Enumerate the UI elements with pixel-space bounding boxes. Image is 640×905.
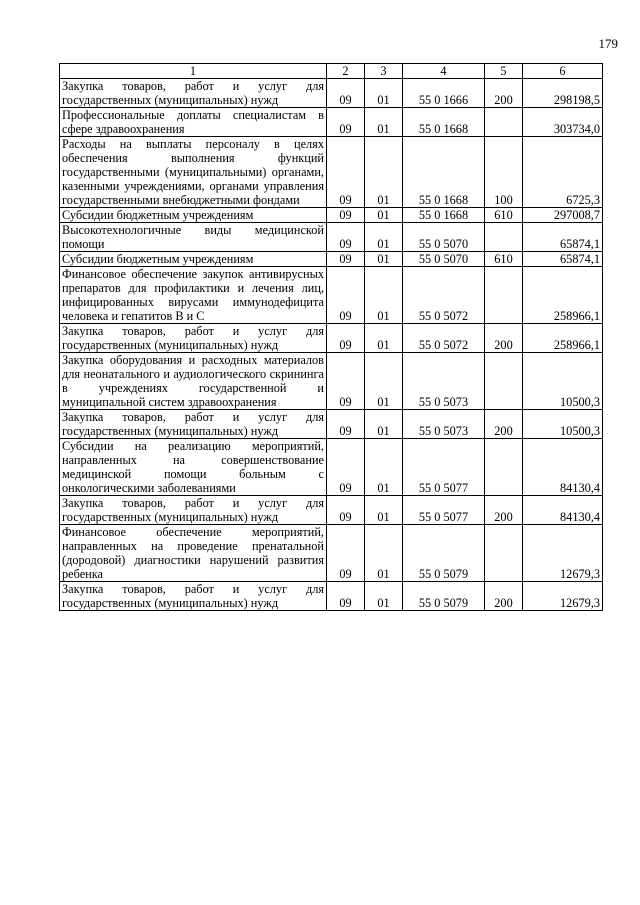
table-row: [60, 252, 603, 267]
row-chapter: 09: [327, 439, 365, 496]
row-subsection: 01: [365, 496, 403, 525]
row-target-code: 55 0 1668: [403, 208, 485, 223]
row-amount: 10500,3: [523, 353, 603, 410]
row-expense-type: [485, 223, 523, 252]
row-target-code: 55 0 5070: [403, 223, 485, 252]
row-target-code: 55 0 5073: [403, 353, 485, 410]
row-expense-type: 610: [485, 252, 523, 267]
row-description: Субсидии на реализацию мероприятий, направленных на совершенствование медицинской помощи больным с онкологическими заболеваниями: [60, 439, 327, 496]
row-target-code: 55 0 5077: [403, 439, 485, 496]
row-amount: 10500,3: [523, 410, 603, 439]
page-number: 179: [598, 36, 618, 51]
row-subsection: 01: [365, 137, 403, 208]
row-description: Субсидии бюджетным учреждениям: [60, 252, 327, 267]
row-chapter: 09: [327, 79, 365, 108]
row-amount: 303734,0: [523, 108, 603, 137]
row-target-code: 55 0 1668: [403, 137, 485, 208]
row-amount: 84130,4: [523, 496, 603, 525]
row-target-code: 55 0 1666: [403, 79, 485, 108]
row-expense-type: [485, 353, 523, 410]
row-amount: 84130,4: [523, 439, 603, 496]
header-cell: 4: [403, 64, 485, 79]
row-description: Субсидии бюджетным учреждениям: [60, 208, 327, 223]
table-row: [60, 410, 603, 439]
row-chapter: 09: [327, 208, 365, 223]
table-row: [60, 582, 603, 611]
row-target-code: 55 0 5079: [403, 525, 485, 582]
row-description: Высокотехнологичные виды медицинской помощи: [60, 223, 327, 252]
row-chapter: 09: [327, 252, 365, 267]
row-target-code: 55 0 5072: [403, 324, 485, 353]
row-subsection: 01: [365, 353, 403, 410]
row-chapter: 09: [327, 137, 365, 208]
table-row: [60, 439, 603, 496]
header-cell: 3: [365, 64, 403, 79]
row-expense-type: [485, 439, 523, 496]
row-chapter: 09: [327, 582, 365, 611]
row-description: Закупка оборудования и расходных материалов для неонатального и аудиологического скрининга в учреждениях государственной и муниципальной систем здравоохранения: [60, 353, 327, 410]
header-row: [60, 64, 603, 79]
table-row: [60, 137, 603, 208]
row-description: Финансовое обеспечение закупок антивирусных препаратов для профилактики и лечения лиц, инфицированных вирусами иммунодефицита человека и гепатитов В и С: [60, 267, 327, 324]
table-row: [60, 79, 603, 108]
row-amount: 297008,7: [523, 208, 603, 223]
row-amount: 6725,3: [523, 137, 603, 208]
row-chapter: 09: [327, 267, 365, 324]
table-row: [60, 223, 603, 252]
row-amount: 298198,5: [523, 79, 603, 108]
row-description: Расходы на выплаты персоналу в целях обеспечения выполнения функций государственными (муниципальными) органами, казенными учреждениями, органами управления государственными внебюджетными фондами: [60, 137, 327, 208]
row-expense-type: 200: [485, 496, 523, 525]
row-expense-type: [485, 108, 523, 137]
row-chapter: 09: [327, 496, 365, 525]
row-expense-type: 200: [485, 582, 523, 611]
row-expense-type: 200: [485, 410, 523, 439]
table-row: [60, 525, 603, 582]
row-chapter: 09: [327, 108, 365, 137]
row-amount: 12679,3: [523, 582, 603, 611]
table-row: [60, 108, 603, 137]
header-cell: 1: [60, 64, 327, 79]
row-target-code: 55 0 1668: [403, 108, 485, 137]
row-subsection: 01: [365, 79, 403, 108]
row-target-code: 55 0 5070: [403, 252, 485, 267]
table-row: [60, 267, 603, 324]
row-target-code: 55 0 5073: [403, 410, 485, 439]
row-amount: 65874,1: [523, 252, 603, 267]
table-row: [60, 353, 603, 410]
header-cell: 2: [327, 64, 365, 79]
row-description: Финансовое обеспечение мероприятий, направленных на проведение пренатальной (дородовой) диагностики нарушений развития ребенка: [60, 525, 327, 582]
row-expense-type: 100: [485, 137, 523, 208]
row-chapter: 09: [327, 410, 365, 439]
budget-table: [59, 63, 603, 611]
row-target-code: 55 0 5072: [403, 267, 485, 324]
row-amount: 65874,1: [523, 223, 603, 252]
header-cell: 5: [485, 64, 523, 79]
table-row: [60, 324, 603, 353]
row-subsection: 01: [365, 267, 403, 324]
row-amount: 12679,3: [523, 525, 603, 582]
table-row: [60, 208, 603, 223]
row-subsection: 01: [365, 223, 403, 252]
row-expense-type: 200: [485, 79, 523, 108]
row-chapter: 09: [327, 525, 365, 582]
table-row: [60, 496, 603, 525]
row-amount: 258966,1: [523, 267, 603, 324]
row-description: Закупка товаров, работ и услуг для государственных (муниципальных) нужд: [60, 582, 327, 611]
row-chapter: 09: [327, 324, 365, 353]
row-expense-type: 200: [485, 324, 523, 353]
row-amount: 258966,1: [523, 324, 603, 353]
row-chapter: 09: [327, 353, 365, 410]
row-description: Закупка товаров, работ и услуг для государственных (муниципальных) нужд: [60, 324, 327, 353]
row-subsection: 01: [365, 582, 403, 611]
row-subsection: 01: [365, 324, 403, 353]
row-expense-type: [485, 267, 523, 324]
row-subsection: 01: [365, 410, 403, 439]
row-expense-type: [485, 525, 523, 582]
row-subsection: 01: [365, 108, 403, 137]
row-subsection: 01: [365, 208, 403, 223]
row-description: Профессиональные доплаты специалистам в сфере здравоохранения: [60, 108, 327, 137]
row-description: Закупка товаров, работ и услуг для государственных (муниципальных) нужд: [60, 410, 327, 439]
row-chapter: 09: [327, 223, 365, 252]
row-description: Закупка товаров, работ и услуг для государственных (муниципальных) нужд: [60, 79, 327, 108]
row-subsection: 01: [365, 525, 403, 582]
header-cell: 6: [523, 64, 603, 79]
row-description: Закупка товаров, работ и услуг для государственных (муниципальных) нужд: [60, 496, 327, 525]
row-target-code: 55 0 5077: [403, 496, 485, 525]
row-subsection: 01: [365, 439, 403, 496]
row-target-code: 55 0 5079: [403, 582, 485, 611]
row-expense-type: 610: [485, 208, 523, 223]
row-subsection: 01: [365, 252, 403, 267]
